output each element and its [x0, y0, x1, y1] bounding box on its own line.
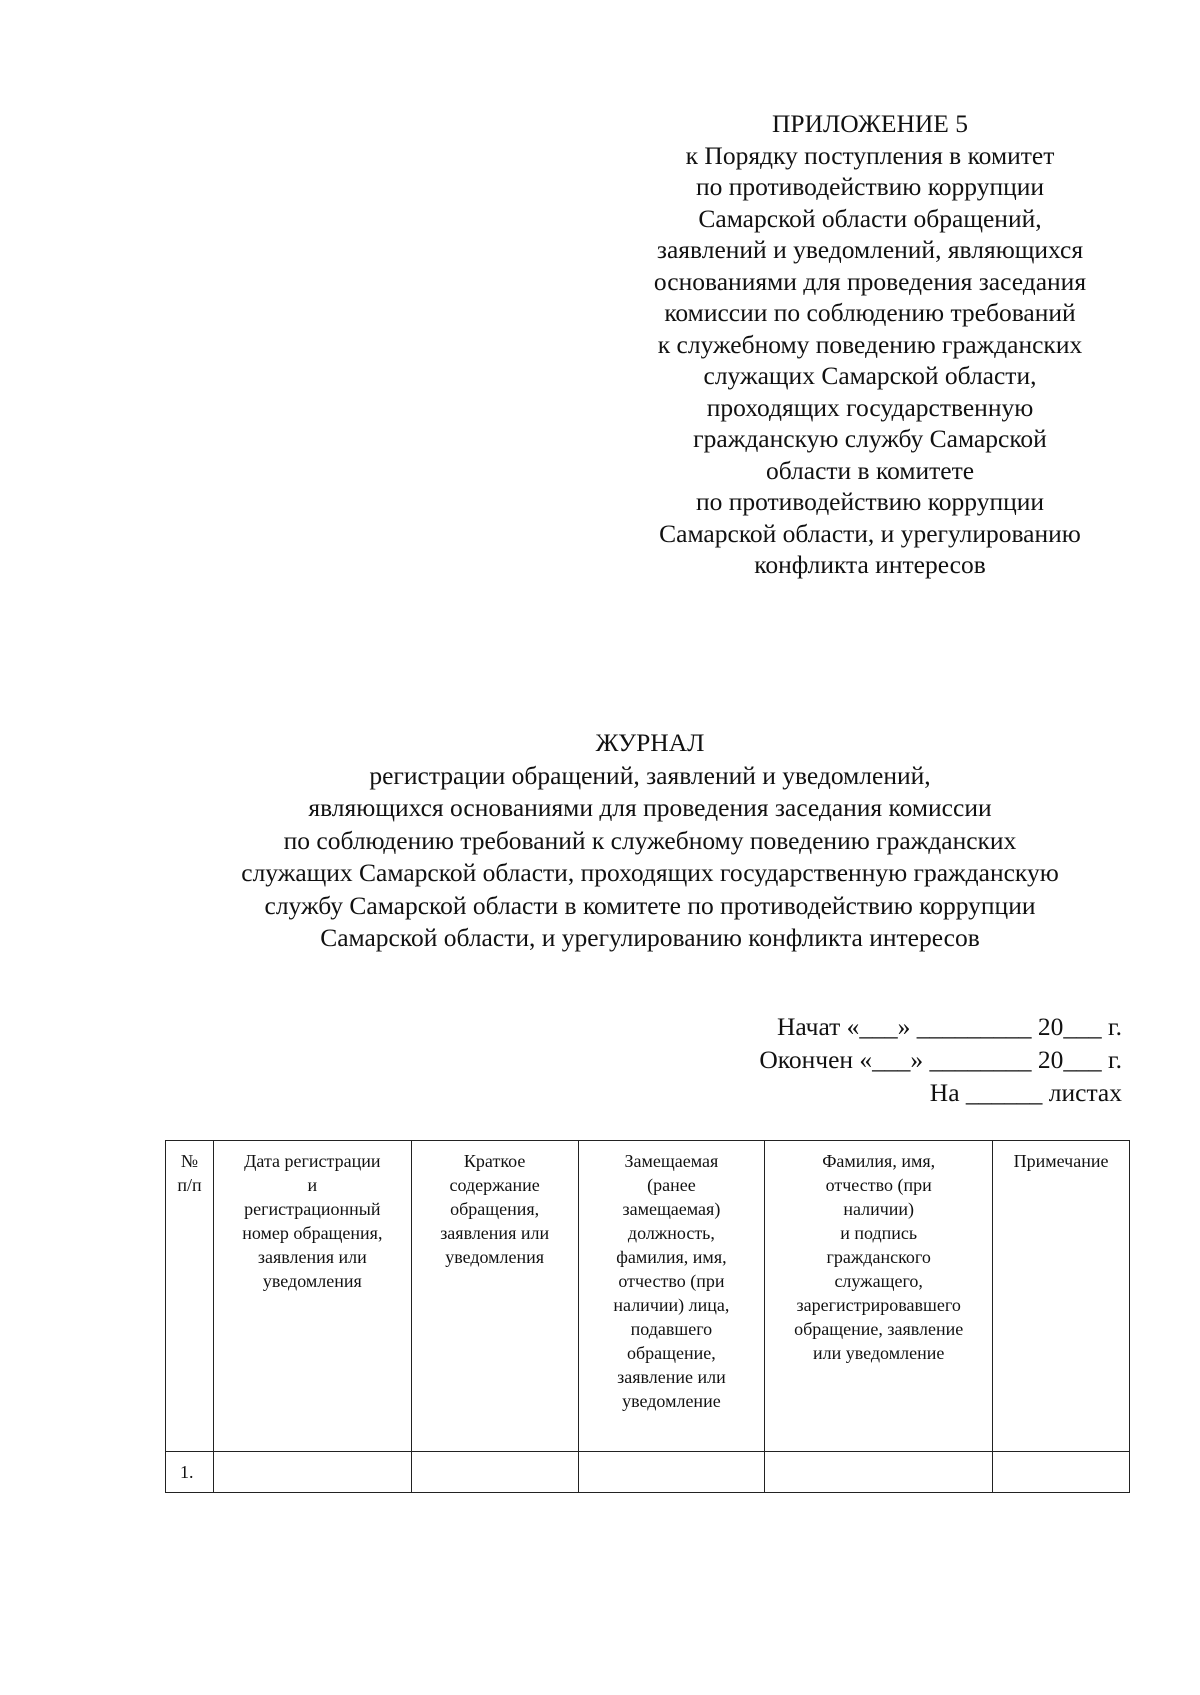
- journal-subtitle-line: регистрации обращений, заявлений и уведомлений,: [369, 760, 931, 790]
- table-cell: [213, 1452, 411, 1493]
- table-cell: [765, 1452, 993, 1493]
- appendix-header: [630, 108, 1110, 581]
- journal-dates: [759, 1010, 1122, 1109]
- journal-subtitle-line: по соблюдению требований к служебному поведению гражданских: [283, 825, 1017, 855]
- table-cell: [411, 1452, 578, 1493]
- appendix-line: к Порядку поступления в комитет: [685, 140, 1055, 170]
- appendix-line: проходящих государственную: [706, 392, 1034, 422]
- started-date: Начат «___» _________ 20___ г.: [776, 1012, 1122, 1041]
- appendix-line: к служебному поведению гражданских: [657, 329, 1083, 359]
- appendix-line: Самарской области, и урегулированию: [659, 518, 1081, 548]
- appendix-line: комиссии по соблюдению требований: [664, 298, 1076, 327]
- column-header-registration: Дата регистрации и регистрационный номер обращения, заявления или уведомления: [213, 1141, 411, 1452]
- journal-heading: [150, 727, 1150, 955]
- column-header-position: Замещаемая (ранее замещаемая) должность, фамилия, имя, отчество (при наличии) лица, подавшего обращение, заявление или уведомление: [578, 1141, 765, 1452]
- column-header-summary: Краткое содержание обращения, заявления или уведомления: [411, 1141, 578, 1452]
- column-header-registrar: Фамилия, имя, отчество (при наличии) и подпись гражданского служащего, зарегистрировавшего обращение, заявление или уведомление: [765, 1141, 993, 1452]
- appendix-line: области в комитете: [765, 455, 975, 485]
- appendix-line: заявлений и уведомлений, являющихся: [656, 235, 1084, 264]
- appendix-line: Самарской области обращений,: [698, 203, 1042, 233]
- table-cell: [578, 1452, 765, 1493]
- registration-table: [165, 1140, 1130, 1493]
- sheets-count: На ______ листах: [929, 1078, 1122, 1107]
- table-cell: [993, 1452, 1130, 1493]
- journal-subtitle-line: Самарской области, и урегулированию конфликта интересов: [320, 923, 980, 952]
- appendix-line: по противодействию коррупции: [695, 172, 1045, 201]
- column-header-number: № п/п: [166, 1141, 214, 1452]
- journal-title: ЖУРНАЛ: [595, 728, 705, 757]
- appendix-title: ПРИЛОЖЕНИЕ 5: [771, 109, 969, 138]
- journal-subtitle-line: служащих Самарской области, проходящих государственную гражданскую: [241, 858, 1059, 887]
- column-header-note: Примечание: [993, 1141, 1130, 1452]
- appendix-line: гражданскую службу Самарской: [693, 424, 1047, 453]
- appendix-line: по противодействию коррупции: [695, 487, 1045, 516]
- table-cell-number: 1.: [166, 1452, 214, 1493]
- appendix-line: конфликта интересов: [754, 550, 986, 579]
- ended-date: Окончен «___» ________ 20___ г.: [759, 1045, 1122, 1074]
- appendix-line: основаниями для проведения заседания: [653, 266, 1087, 296]
- journal-subtitle-line: являющихся основаниями для проведения заседания комиссии: [308, 793, 992, 822]
- table-row: [166, 1452, 1130, 1493]
- table-header-row: [166, 1141, 1130, 1452]
- appendix-line: служащих Самарской области,: [703, 361, 1037, 390]
- journal-subtitle-line: службу Самарской области в комитете по противодействию коррупции: [264, 890, 1036, 920]
